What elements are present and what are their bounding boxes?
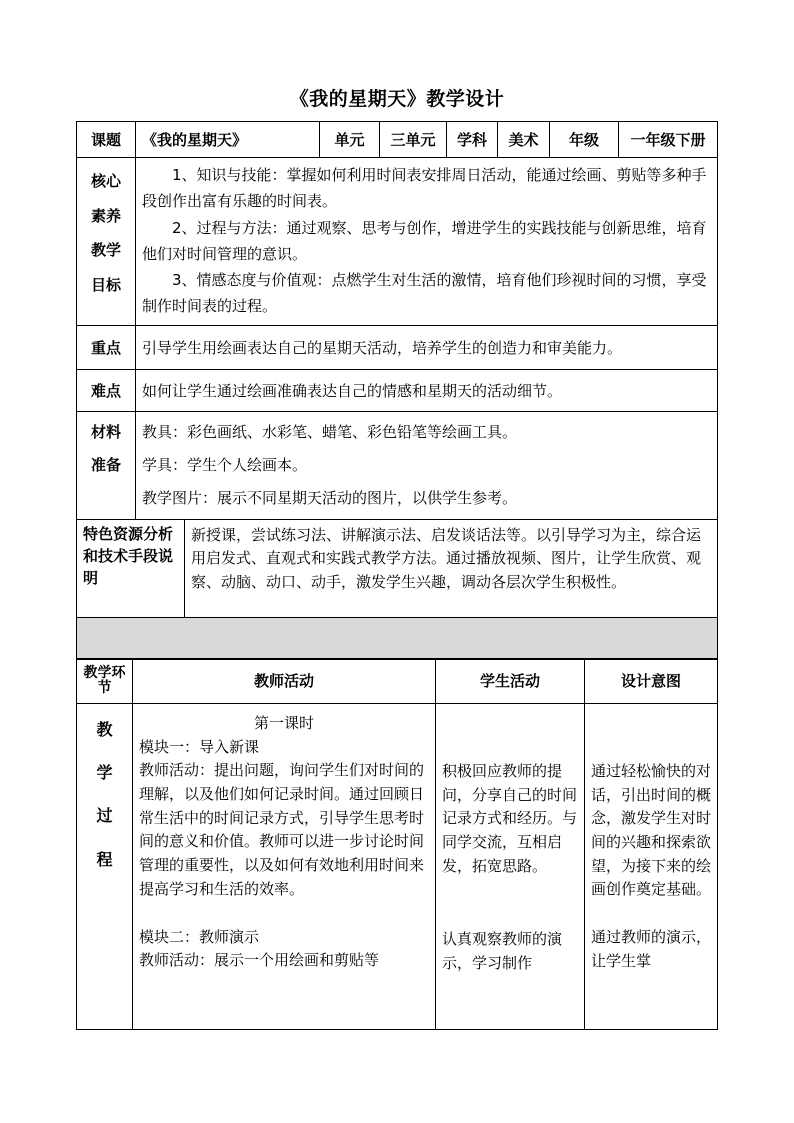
process-table <box>76 658 718 1030</box>
student-activity-cell <box>436 704 585 1030</box>
info-table <box>76 121 718 660</box>
module1-intent-text: 通过轻松愉快的对话，引出时间的概念，激发学生对时间的兴趣和探索欲望，为接下来的绘画创作奠定基础。 <box>591 762 712 899</box>
core-goal-1: 1、知识与技能：掌握如何利用时间表安排周日活动，能通过绘画、剪贴等多种手段创作出富有乐趣的时间表。 <box>142 166 707 211</box>
materials-pictures: 教学图片：展示不同星期天活动的图片，以供学生参考。 <box>142 489 518 507</box>
unit-value: 三单元 <box>380 122 447 158</box>
materials-label: 材料 准备 <box>77 412 136 520</box>
module1-title: 模块一：导入新课 <box>139 737 260 756</box>
grade-label: 年级 <box>550 122 619 158</box>
design-intent-cell <box>585 704 718 1030</box>
core-goal-2: 2、过程与方法：通过观察、思考与创作，增进学生的实践技能与创新思维，培育他们对时间管理的意识。 <box>142 218 707 263</box>
core-goals-label: 核心 素养 教学 目标 <box>77 158 136 326</box>
process-label: 教 学 过 程 <box>77 704 133 1030</box>
course-value: 《我的星期天》 <box>136 122 320 158</box>
key-point-text: 引导学生用绘画表达自己的星期天活动，培养学生的创造力和审美能力。 <box>136 326 718 370</box>
header-student-activity: 学生活动 <box>436 659 585 704</box>
materials-teaching-aids: 教具：彩色画纸、水彩笔、蜡笔、彩色铅笔等绘画工具。 <box>142 423 518 441</box>
module2-title: 模块二：教师演示 <box>139 927 260 946</box>
difficulty-label: 难点 <box>77 370 136 412</box>
key-point-label: 重点 <box>77 326 136 370</box>
document-title: 《我的星期天》教学设计 <box>289 88 505 110</box>
course-label: 课题 <box>77 122 136 158</box>
materials-content <box>136 412 718 520</box>
teacher-activity-cell <box>133 704 436 1030</box>
features-text: 新授课，尝试练习法、讲解演示法、启发谈话法等。以引导学习为主，综合运用启发式、直观式和实践式教学方法。通过播放视频、图片，让学生欣赏、观察、动脑、动口、动手，激发学生兴趣，调动各层次学生积极性。 <box>185 520 718 618</box>
core-goal-3: 3、情感态度与价值观：点燃学生对生活的激情，培育他们珍视时间的习惯，享受制作时间表的过程。 <box>142 271 707 316</box>
difficulty-text: 如何让学生通过绘画准确表达自己的情感和星期天的活动细节。 <box>136 370 718 412</box>
subject-value: 美术 <box>498 122 550 158</box>
module2-teacher-text: 教师活动：展示一个用绘画和剪贴等 <box>139 951 380 970</box>
lesson-title: 第一课时 <box>253 714 314 732</box>
materials-student-aids: 学具：学生个人绘画本。 <box>142 456 308 474</box>
header-design-intent: 设计意图 <box>585 659 718 704</box>
grade-value: 一年级下册 <box>619 122 718 158</box>
unit-label: 单元 <box>320 122 380 158</box>
module1-teacher-text: 教师活动：提出问题，询问学生们对时间的理解，以及他们如何记录时间。通过回顾日常生活中的时间记录方式，引导学生思考时间的意义和价值。教师可以进一步讨论时间管理的重要性，以及如何有效地利用时间来提高学习和生活的效率。 <box>139 761 425 898</box>
module2-student-text: 认真观察教师的演示，学习制作 <box>442 930 563 973</box>
subject-label: 学科 <box>447 122 498 158</box>
features-label: 特色资源分析和技术手段说明 <box>77 520 185 618</box>
header-teacher-activity: 教师活动 <box>133 659 436 704</box>
core-goals-content <box>136 158 718 326</box>
module2-intent-text: 通过教师的演示，让学生掌 <box>591 928 712 970</box>
header-stage: 教学环节 <box>77 659 133 704</box>
module1-student-text: 积极回应教师的提问，分享自己的时间记录方式和经历。与同学交流，互相启发，拓宽思路。 <box>442 762 578 875</box>
gray-separator <box>77 618 718 660</box>
